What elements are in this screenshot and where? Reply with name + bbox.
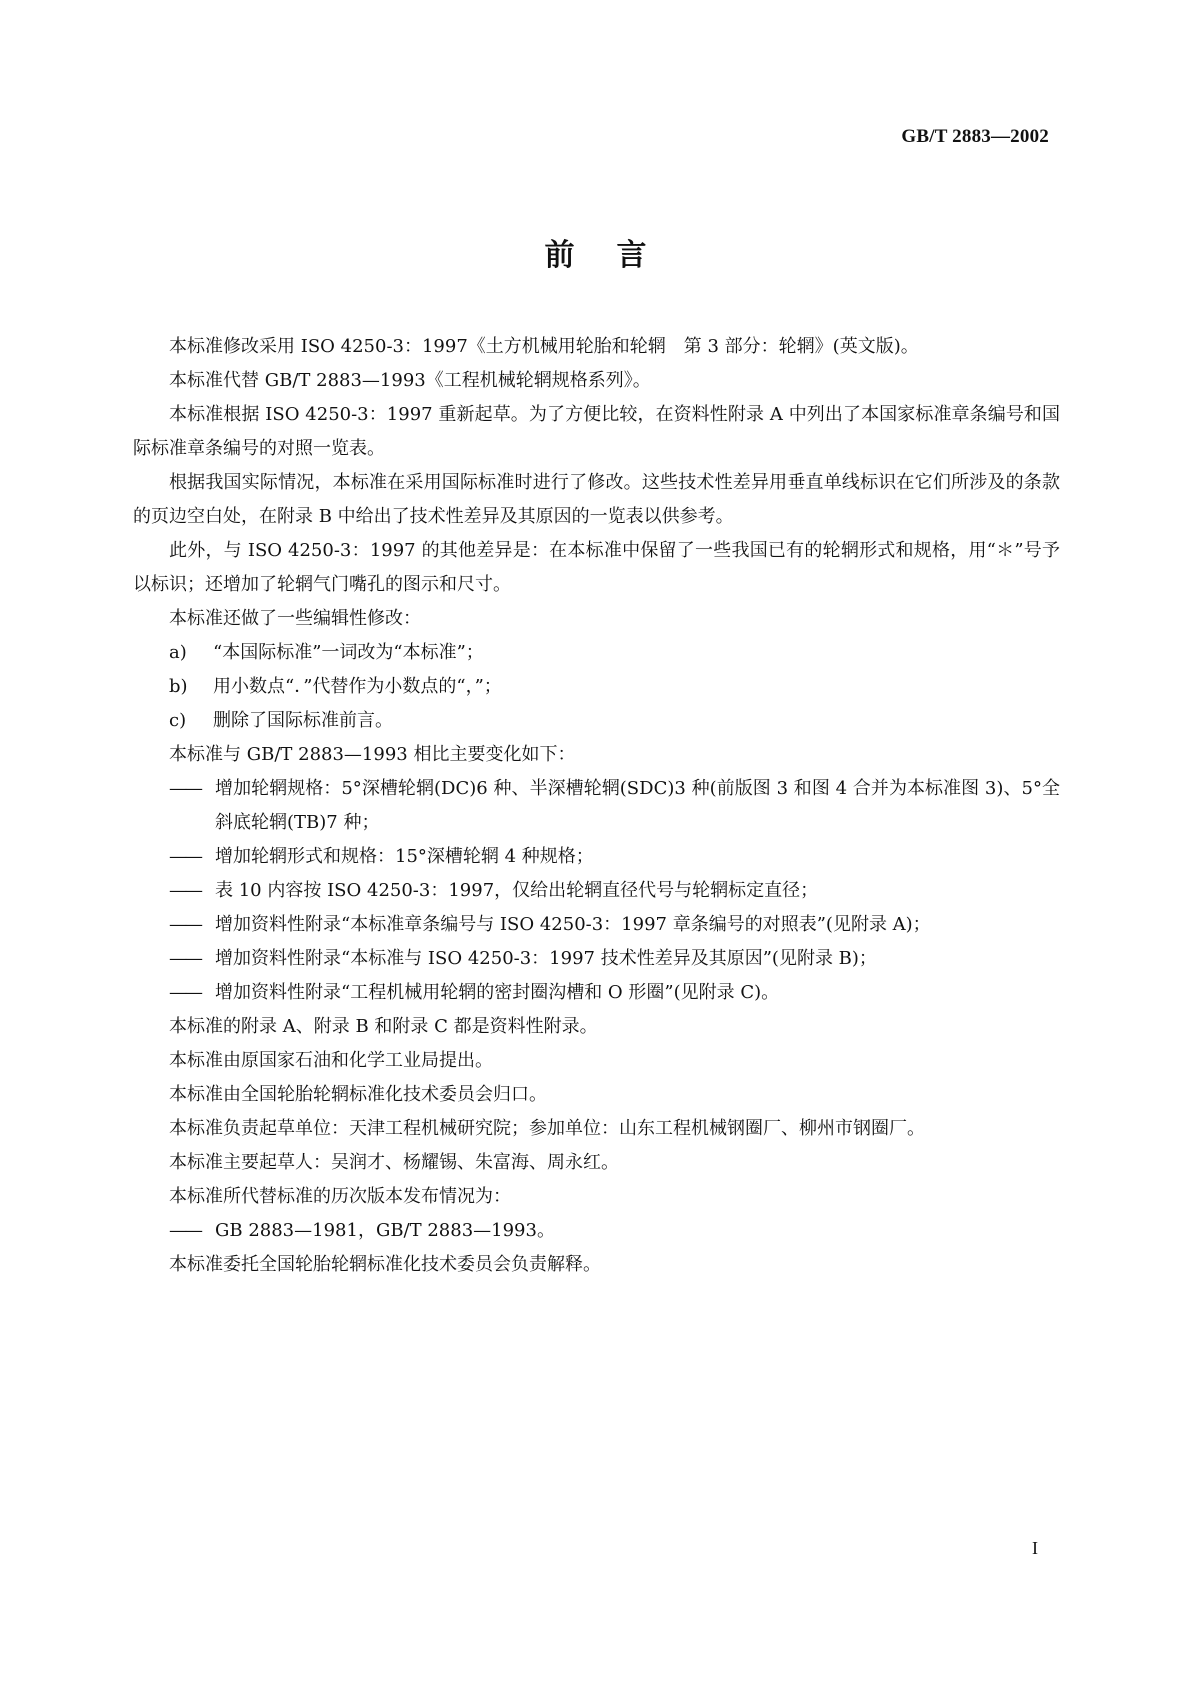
paragraph: 根据我国实际情况，本标准在采用国际标准时进行了修改。这些技术性差异用垂直单线标识在它们所涉及的条款的页边空白处，在附录 B 中给出了技术性差异及其原因的一览表以供参考。 — [133, 472, 1060, 527]
standard-number: GB/T 2883—2002 — [901, 126, 1049, 147]
list-item — [133, 704, 1060, 738]
change-text: 增加资料性附录“本标准与 ISO 4250-3：1997 技术性差异及其原因”(见附录 B)； — [215, 948, 877, 969]
list-item-text: “本国际标准”一词改为“本标准”； — [213, 642, 484, 663]
paragraph: 本标准所代替标准的历次版本发布情况为： — [169, 1186, 511, 1207]
paragraph: 本标准的附录 A、附录 B 和附录 C 都是资料性附录。 — [169, 1016, 598, 1037]
list-marker: c) — [169, 710, 187, 731]
paragraph: 本标准修改采用 ISO 4250-3：1997《土方机械用轮胎和轮辋 第 3 部分：轮辋》(英文版)。 — [169, 336, 919, 357]
paragraph: 本标准负责起草单位：天津工程机械研究院；参加单位：山东工程机械钢圈厂、柳州市钢圈厂。 — [169, 1118, 925, 1139]
change-text: 增加轮辋规格：5°深槽轮辋(DC)6 种、半深槽轮辋(SDC)3 种(前版图 3 和图 4 合并为本标准图 3)、5°全斜底轮辋(TB)7 种； — [215, 778, 1060, 833]
change-text: 增加资料性附录“工程机械用轮辋的密封圈沟槽和 O 形圈”(见附录 C)。 — [215, 982, 780, 1003]
change-item — [133, 908, 1060, 942]
paragraph: 本标准代替 GB/T 2883—1993《工程机械轮辋规格系列》。 — [169, 370, 651, 391]
history-text: GB 2883—1981，GB/T 2883—1993。 — [215, 1220, 555, 1241]
list-marker: b) — [169, 676, 188, 697]
change-text: 增加资料性附录“本标准章条编号与 ISO 4250-3：1997 章条编号的对照表”(见附录 A)； — [215, 914, 931, 935]
foreword-body — [133, 330, 1060, 1282]
paragraph: 本标准由全国轮胎轮辋标准化技术委员会归口。 — [169, 1084, 547, 1105]
change-item — [133, 942, 1060, 976]
list-item — [133, 636, 1060, 670]
list-marker: a) — [169, 642, 187, 663]
dash-mark: —— — [169, 914, 201, 935]
dash-mark: —— — [169, 778, 201, 799]
changes-intro: 本标准与 GB/T 2883—1993 相比主要变化如下： — [169, 744, 576, 765]
paragraph: 本标准委托全国轮胎轮辋标准化技术委员会负责解释。 — [169, 1254, 601, 1275]
paragraph: 本标准由原国家石油和化学工业局提出。 — [169, 1050, 493, 1071]
dash-mark: —— — [169, 982, 201, 1003]
change-text: 增加轮辋形式和规格：15°深槽轮辋 4 种规格； — [215, 846, 594, 867]
dash-mark: —— — [169, 1220, 201, 1241]
paragraph: 此外，与 ISO 4250-3：1997 的其他差异是：在本标准中保留了一些我国已有的轮辋形式和规格，用“＊”号予以标识；还增加了轮辋气门嘴孔的图示和尺寸。 — [133, 540, 1060, 595]
page-title: 前言 — [544, 238, 689, 273]
dash-mark: —— — [169, 880, 201, 901]
paragraph: 本标准还做了一些编辑性修改： — [169, 608, 421, 629]
list-item — [133, 670, 1060, 704]
change-item — [133, 840, 1060, 874]
page-number: I — [1032, 1538, 1038, 1558]
list-item-text: 用小数点“．”代替作为小数点的“，”； — [213, 676, 502, 697]
change-item — [133, 976, 1060, 1010]
change-text: 表 10 内容按 ISO 4250-3：1997，仅给出轮辋直径代号与轮辋标定直径； — [215, 880, 819, 901]
dash-mark: —— — [169, 846, 201, 867]
paragraph: 本标准主要起草人：吴润才、杨耀锡、朱富海、周永红。 — [169, 1152, 619, 1173]
change-item — [133, 772, 1060, 840]
history-item — [133, 1214, 1060, 1248]
dash-mark: —— — [169, 948, 201, 969]
change-item — [133, 874, 1060, 908]
list-item-text: 删除了国际标准前言。 — [213, 710, 393, 731]
paragraph: 本标准根据 ISO 4250-3：1997 重新起草。为了方便比较，在资料性附录 A 中列出了本国家标准章条编号和国际标准章条编号的对照一览表。 — [133, 404, 1060, 459]
